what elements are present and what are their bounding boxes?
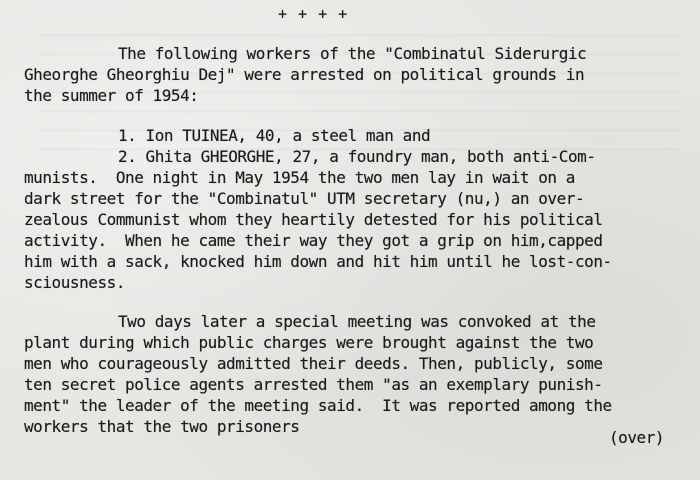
- list-item-2-line-2: munists. One night in May 1954 the two men lay in wait on a: [24, 168, 575, 187]
- list-item-2-line-3: dark street for the "Combinatul" UTM secretary (nu,) an over-: [24, 189, 585, 208]
- paragraph-1-line-1: The following workers of the "Combinatul Siderurgic: [118, 44, 587, 63]
- paragraph-1-line-3: the summer of 1954:: [24, 86, 199, 105]
- paragraph-2-line-2: plant during which public charges were brought against the two: [24, 333, 594, 352]
- list-item-2-line-7: sciousness.: [24, 273, 126, 292]
- paragraph-2-line-3: men who courageously admitted their deeds. Then, publicly, some: [24, 354, 603, 373]
- list-item-2: 2. Ghita GHEORGHE, 27, a foundry man, both anti-Com-: [118, 147, 596, 166]
- paragraph-2-line-4: ten secret police agents arrested them "as an exemplary punish-: [24, 375, 603, 394]
- paragraph-2-line-6: workers that the two prisoners: [24, 417, 300, 436]
- over-label: (over): [609, 428, 665, 447]
- list-item-2-line-6: him with a sack, knocked him down and hit him until he lost-con-: [24, 252, 612, 271]
- list-item-1: 1. Ion TUINEA, 40, a steel man and: [118, 126, 431, 145]
- paragraph-2-line-1: Two days later a special meeting was convoked at the: [118, 312, 596, 331]
- separator-stars: + + + +: [278, 5, 349, 23]
- list-item-2-line-5: activity. When he came their way they got a grip on him,capped: [24, 231, 603, 250]
- paragraph-2-line-5: ment" the leader of the meeting said. It was reported among the: [24, 396, 612, 415]
- list-item-2-line-4: zealous Communist whom they heartily detested for his political: [24, 210, 603, 229]
- paragraph-1-line-2: Gheorghe Gheorghiu Dej" were arrested on political grounds in: [24, 65, 585, 84]
